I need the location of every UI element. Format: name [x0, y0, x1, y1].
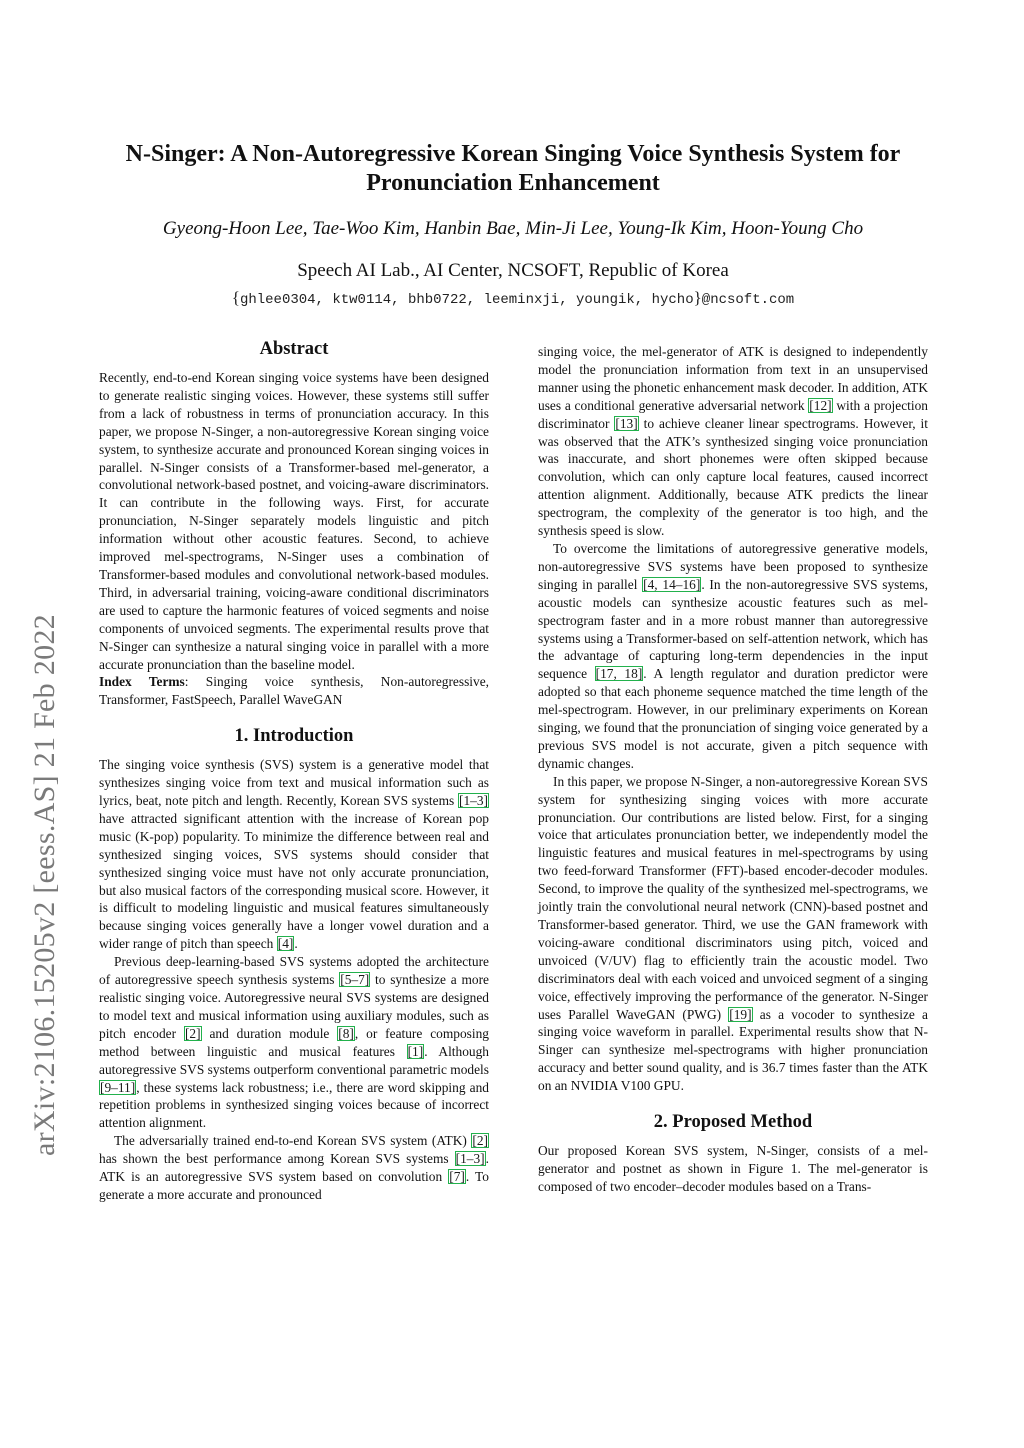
text-run: In this paper, we propose N-Singer, a non-autoregressive Korean SVS system for synthesizing singing voices with more accurate pronunciation. Our contributions are listed below. First, for a singing voice that articulates pronunciation better, we independently model the linguistic features and musical features in mel-spectrograms by using two feed-forward Transformer (FFT)-based encoder-decoder modules. Second, to improve the quality of the synthesized mel-spectrograms, we jointly train the convolutional neural network (CNN)-based postnet and Transformer-based generator. Third, we use the GAN framework with voicing-aware conditional discriminators using pitch, voiced and unvoiced (V/UV) flag to efficiently train the acoustic model. Two discriminators deal with each voiced and unvoiced segment of a singing voice, effectively improving the performance of the generator. N-Singer uses Parallel WaveGAN (PWG)	[538, 773, 928, 1022]
index-terms-text: : Singing voice synthesis, Non-autoregressive, Transformer, FastSpeech, Parallel WaveGAN	[99, 674, 489, 708]
intro-paragraph-4	[538, 540, 928, 773]
text-run: to synthesize a more realistic singing voice. Autoregressive neural SVS systems are designed to model text and musical information using auxiliary modules, such as pitch encoder	[99, 972, 489, 1041]
text-run: , these systems lack robustness; i.e., there are word skipping and repetition problems in synthesized singing voices because of incorrect attention alignment.	[99, 1079, 489, 1131]
text-run: .	[294, 936, 298, 952]
index-terms-label: Index Terms	[99, 674, 185, 690]
citation-link[interactable]: [4]	[277, 936, 294, 952]
email-names: ghlee0304, ktw0114, bhb0722, leeminxji, youngik, hycho	[239, 292, 694, 308]
intro-paragraph-5	[538, 773, 928, 1095]
citation-link[interactable]: [17, 18]	[595, 666, 643, 682]
email-brace-close: }	[693, 288, 702, 307]
title-line-1: N-Singer: A Non-Autoregressive Korean Singing Voice Synthesis System for	[125, 141, 901, 167]
text-run: . In the non-autoregressive SVS systems, acoustic models can synthesize acoustic features such as mel-spectrogram faster and in a more robust manner than autoregressive systems using a Transformer-based on self-attention network, which has the advantage of capturing long-term dependencies in the input sequence	[538, 576, 928, 682]
title-line-2: Pronunciation Enhancement	[366, 170, 660, 196]
text-run: have attracted significant attention with the increase of Korean pop music (K-pop) popularity. To minimize the difference between real and synthesized singing voices, SVS systems should consider that synthesized singing voice must have not only accurate pronunciation, but also musical factors of the corresponding musical score. However, it is difficult to modeling linguistic and musical features simultaneously because singing voices generally have a longer vowel duration and a wider range of pitch than speech	[99, 810, 489, 952]
index-terms	[99, 673, 489, 709]
citation-link[interactable]: [4, 14–16]	[643, 576, 701, 592]
text-run: . To generate a more accurate and pronounced	[99, 1169, 489, 1202]
intro-paragraph-3	[99, 1132, 489, 1204]
text-run: has shown the best performance among Korean SVS systems	[99, 1151, 455, 1167]
text-run: singing voice, the mel-generator of ATK is designed to independently model the pronunciation information from text in an unsupervised manner using the phonetic enhancement mask decoder. In addition, ATK uses a conditional generative adversarial network	[538, 344, 928, 413]
intro-paragraph-2	[99, 953, 489, 1132]
citation-link[interactable]: [19]	[729, 1006, 752, 1022]
citation-link[interactable]: [13]	[615, 415, 638, 431]
email-list	[100, 288, 926, 308]
abstract-heading: Abstract	[259, 339, 329, 359]
text-run: . Although autoregressive SVS systems outperform conventional parametric models	[99, 1043, 489, 1077]
right-column	[538, 343, 928, 1196]
citation-link[interactable]: [12]	[809, 397, 832, 413]
citation-link[interactable]: [1–3]	[455, 1151, 485, 1167]
text-run: , or feature composing method between linguistic and musical features	[99, 1025, 489, 1059]
text-run: The singing voice synthesis (SVS) system is a generative model that synthesizes singing voice from text and musical information such as lyrics, beat, note pitch and length. Recently, Korean SVS systems	[99, 757, 489, 809]
paper-title	[100, 140, 926, 198]
citation-link[interactable]: [5–7]	[340, 972, 370, 988]
citation-link[interactable]: [9–11]	[100, 1079, 136, 1095]
citation-link[interactable]: [2]	[472, 1133, 488, 1149]
left-column	[99, 338, 489, 1204]
citation-link[interactable]: [1]	[407, 1043, 424, 1059]
abstract-text: Recently, end-to-end Korean singing voice systems have been designed to generate realistic singing voices. However, these systems still suffer from a lack of robustness in terms of pronunciation accuracy. In this paper, we propose N-Singer, a non-autoregressive Korean singing voice system, to synthesize accurate and pronounced Korean singing voices in parallel. N-Singer consists of a Transformer-based mel-generator, a convolutional network-based postnet, and voicing-aware discriminators. It can contribute in the following ways. First, for accurate pronunciation, N-Singer separately models linguistic and pitch information without other acoustic features. Second, to achieve improved mel-spectrograms, N-Singer uses a combination of Transformer-based modules and convolutional network-based modules. Third, in adversarial training, voicing-aware conditional discriminators are used to capture the harmonic features of voiced segments and noise components of unvoiced segments. The experimental results prove that N-Singer can synthesize a natural singing voice in parallel with a more accurate pronunciation than the baseline model.	[99, 370, 489, 672]
text-run: as a vocoder to synthesize a singing voice waveform in parallel. Experimental results show that N-Singer can synthesize mel-spectrograms with higher pronunciation accuracy and better sound quality, and is 36.7 times faster than the ATK on an NVIDIA V100 GPU.	[538, 1006, 928, 1094]
email-brace-open: {	[231, 288, 240, 307]
arxiv-stamp	[30, 445, 60, 1325]
text-run: with a projection discriminator	[538, 397, 928, 431]
text-run: . ATK is an autoregressive SVS system based on convolution	[99, 1151, 489, 1185]
citation-link[interactable]: [1–3]	[458, 793, 488, 809]
author-list: Gyeong-Hoon Lee, Tae-Woo Kim, Hanbin Bae, Min-Ji Lee, Young-Ik Kim, Hoon-Young Cho	[162, 218, 864, 239]
citation-link[interactable]: [8]	[338, 1025, 354, 1041]
method-heading: 2. Proposed Method	[653, 1112, 813, 1133]
text-run: and duration module	[201, 1025, 338, 1041]
text-run: to achieve cleaner linear spectrograms. However, it was observed that the ATK’s synthesized singing voice pronunciation was inaccurate, and short phonemes were often skipped because convolution, which can only capture local features, caused incorrect attention alignment. Additionally, because ATK predicts the linear spectrogram, the complexity of the generator is too high, and the synthesis speed is slow.	[538, 415, 928, 539]
method-paragraph-1: Our proposed Korean SVS system, N-Singer, consists of a mel-generator and postnet as shown in Figure 1. The mel-generator is composed of two encoder–decoder modules based on a Trans-	[538, 1143, 928, 1194]
affiliation: Speech AI Lab., AI Center, NCSOFT, Republic of Korea	[297, 260, 729, 281]
intro-paragraph-1	[99, 756, 489, 953]
intro-paragraph-3-cont	[538, 343, 928, 540]
intro-heading: 1. Introduction	[234, 726, 354, 747]
citation-link[interactable]: [7]	[449, 1169, 465, 1185]
text-run: The adversarially trained end-to-end Korean SVS system (ATK)	[114, 1133, 472, 1149]
text-run: To overcome the limitations of autoregressive generative models, non-autoregressive SVS systems have been proposed to synthesize singing in parallel	[538, 540, 928, 592]
text-run: . A length regulator and duration predictor were adopted so that each phoneme sequence matched the time length of the mel-spectrogram. However, in our preliminary experiments on Korean singing, we found that the pronunciation of singing voice generated by a previous SVS model is not accurate, given a pitch sequence with dynamic changes.	[538, 666, 928, 771]
arxiv-stamp-text[interactable]: arXiv:2106.15205v2 [eess.AS] 21 Feb 2022	[28, 614, 61, 1156]
citation-link[interactable]: [2]	[184, 1025, 201, 1041]
email-domain: @ncsoft.com	[701, 292, 795, 308]
text-run: Previous deep-learning-based SVS systems adopted the architecture of autoregressive speech synthesis systems	[99, 954, 489, 988]
